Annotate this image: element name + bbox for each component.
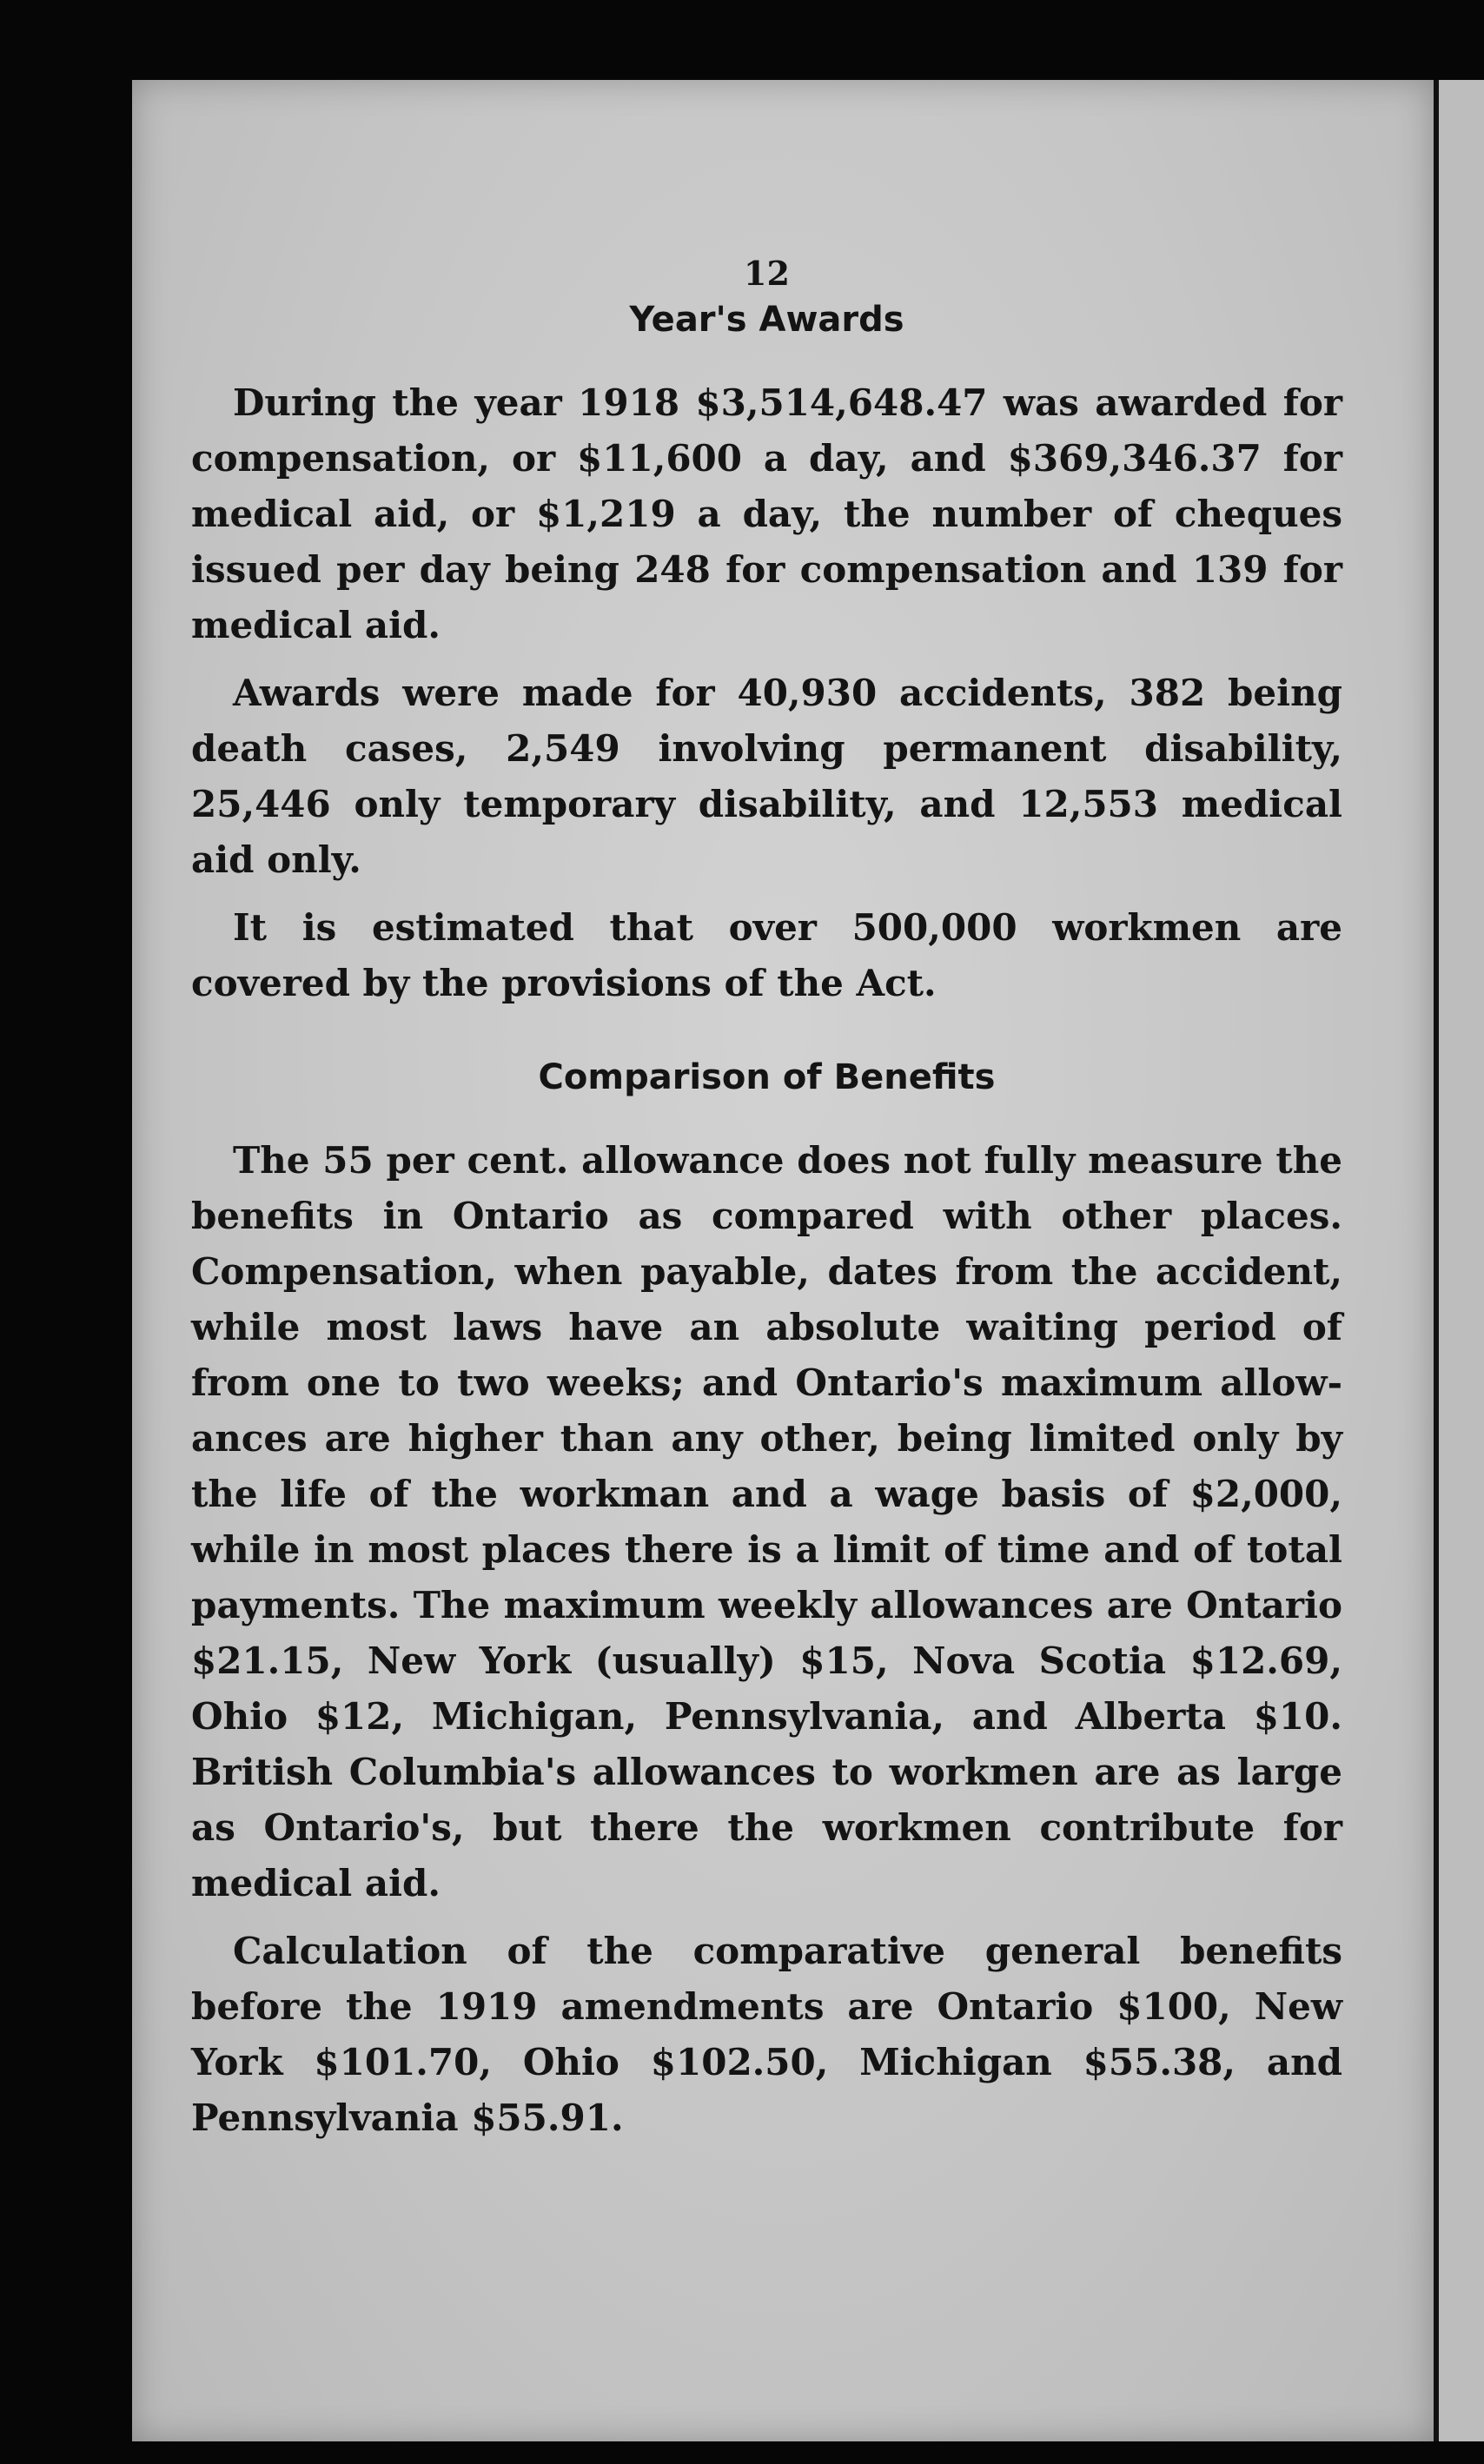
section-heading-comparison-of-benefits: Comparison of Benefits [538,1057,996,1097]
paragraph: During the year 1918 $3,514,648.47 was awarded for compensation, or $11,600 a day, and $369,346.37 for medical aid, or $1,219 a day, the number of cheques issued per day being 248 for compensation and 139 for medical aid. [191,381,1342,646]
paragraph: Awards were made for 40,930 accidents, 382 being death cases, 2,549 involving permanent disability, 25,446 only temporary disability, and 12,553 medical aid only. [191,672,1342,881]
adjacent-page-edge [1439,80,1484,2441]
page-number: 12 [744,254,790,293]
section-heading-years-awards: Year's Awards [629,300,904,340]
paragraph: Calculation of the comparative general benefits before the 1919 amendments are Ontario $100, New York $101.70, Ohio $102.50, Michigan $55.38, and Pennsylvania $55.91. [191,1930,1342,2139]
paragraph: The 55 per cent. allowance does not fully measure the benefits in Ontario as compared with other places. Compensation, when payable, dates from the accident, while most laws have an absolute waiting period of from one to two weeks; and Ontario's maximum allowances are higher than any other, being limited only by the life of the workman and a wage basis of $2,000, while in most places there is a limit of time and of total payments. The maximum weekly allowances are Ontario $21.15, New York (usually) $15, Nova Scotia $12.69, Ohio $12, Michigan, Pennsylvania, and Alberta $10. British Columbia's allowances to workmen are as large as Ontario's, but there the workmen contribute for medical aid. [191,1139,1342,1904]
page-text [191,235,1342,2158]
paragraph: It is estimated that over 500,000 workmen are covered by the provisions of the Act. [191,906,1342,1004]
